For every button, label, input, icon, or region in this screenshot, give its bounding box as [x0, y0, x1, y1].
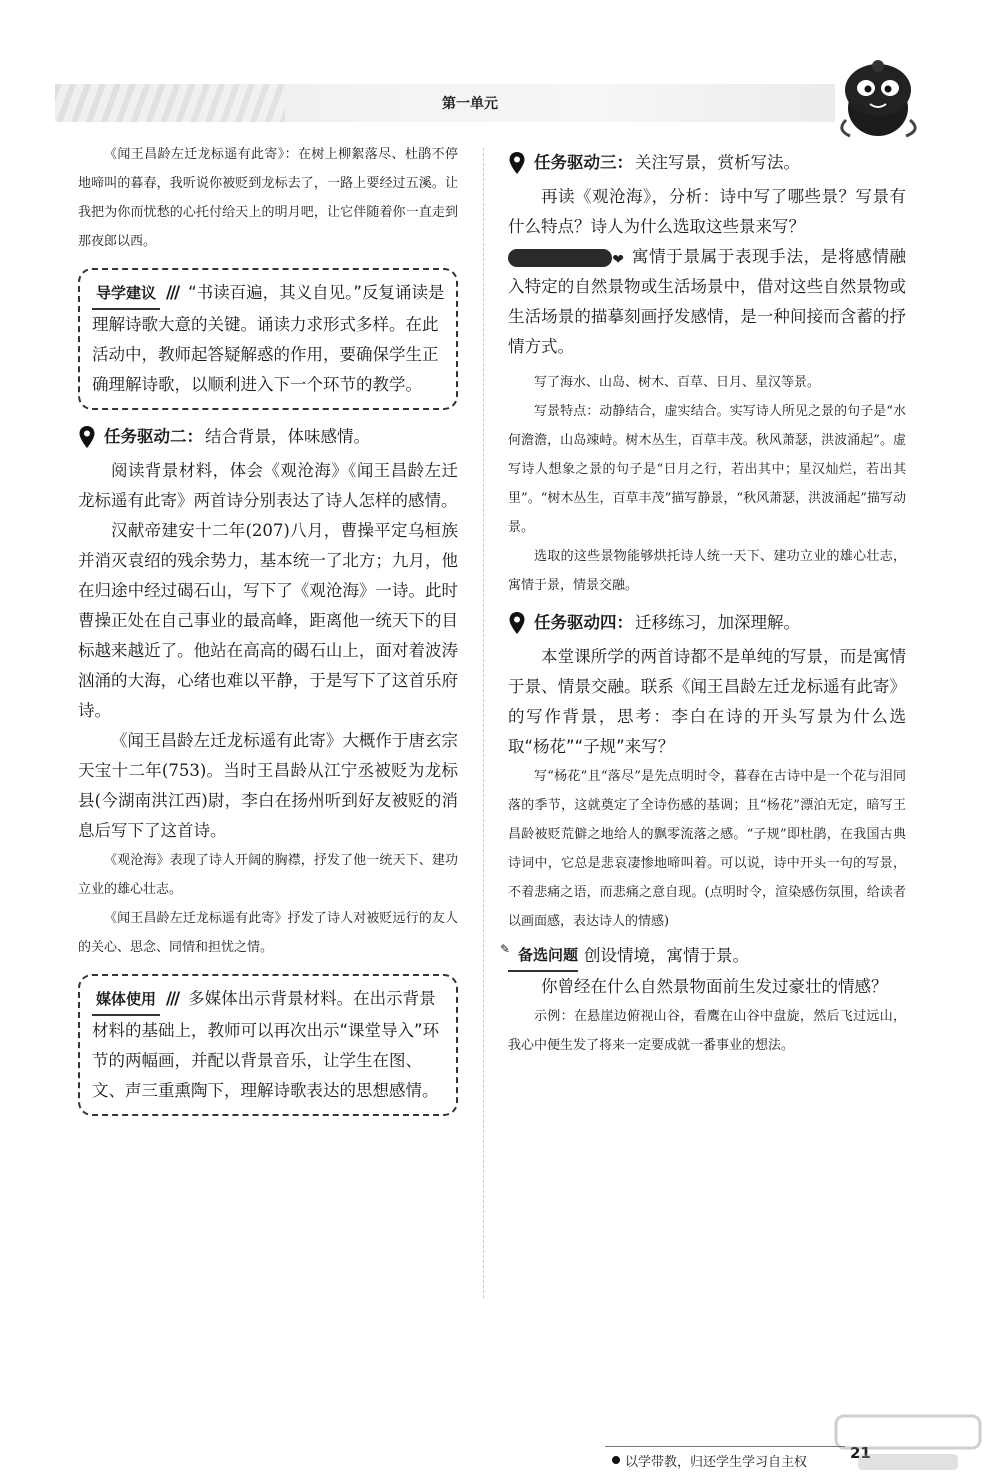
footer-slogan: 以学带教，归还学生学习自主权 [625, 1455, 808, 1470]
answer-text: 《观沧海》表现了诗人开阔的胸襟，抒发了他一统天下、建功立业的雄心壮志。 [78, 853, 458, 897]
concept-badge [508, 249, 624, 268]
column-divider [483, 148, 484, 1298]
right-column [500, 148, 906, 1060]
alternative-question-heading [500, 940, 906, 972]
answer-text: 选取的这些景物能够烘托诗人统一天下、建功立业的雄心壮志，寓情于景，情景交融。 [508, 549, 906, 593]
task-three-heading [508, 148, 906, 178]
background-material: 《闻王昌龄左迁龙标遥有此寄》大概作于唐玄宗天宝十二年(753)。当时王昌龄从江宁丞被贬为龙标县(今湖南洪江西)尉，李白在扬州听到好友被贬的消息后写下了这首诗。 [78, 731, 458, 840]
location-pin-icon [508, 151, 526, 175]
task-subtitle: 关注写景，赏析写法。 [635, 153, 800, 172]
left-column [78, 140, 458, 1128]
task-subtitle: 迁移练习，加深理解。 [635, 613, 800, 632]
concept-note [508, 242, 906, 362]
answer-text: 《闻王昌龄左迁龙标遥有此寄》抒发了诗人对被贬远行的友人的关心、思念、同情和担忧之情。 [78, 911, 458, 955]
location-pin-icon [508, 611, 526, 635]
tip-text: “书读百遍，其义自见。”反复诵读是理解诗歌大意的关键。诵读力求形式多样。在此活动中，教师起答疑解惑的作用，要确保学生正确理解诗歌，以顺利进入下一个环节的教学。 [92, 283, 445, 394]
background-material: 汉献帝建安十二年(207)八月，曹操平定乌桓族并消灭袁绍的残余势力，基本统一了北方；九月，他在归途中经过碣石山，写下了《观沧海》一诗。此时曹操正处在自己事业的最高峰，距离他一统天下的目标越来越近了。他站在高高的碣石山上，面对着波涛汹涌的大海，心绪也难以平静，于是写下了这首乐府诗。 [78, 521, 458, 720]
alt-question: 你曾经在什么自然景物面前生发过豪壮的情感？ [541, 977, 888, 996]
task-four-heading [508, 608, 906, 638]
feather-icon: ✎ [500, 942, 511, 956]
unit-title: 第一单元 [442, 96, 498, 112]
tip-label: 媒体使用 [92, 984, 160, 1016]
header-stripes [55, 84, 285, 122]
heart-icon: ❤ [612, 251, 624, 268]
task-title: 任务驱动四： [534, 613, 633, 632]
task-question: 阅读背景材料，体会《观沧海》《闻王昌龄左迁龙标遥有此寄》两首诗分别表达了诗人怎样的感情。 [78, 461, 458, 510]
task-question: 本堂课所学的两首诗都不是单纯的写景，而是寓情于景、情景交融。联系《闻王昌龄左迁龙标遥有此寄》的写作背景，思考：李白在诗的开头写景为什么选取“杨花”“子规”来写？ [508, 647, 906, 756]
tip-label: 导学建议 [92, 278, 160, 310]
guide-suggestion-box [78, 268, 458, 410]
alt-label-text: 备选问题 [518, 946, 579, 964]
bullet-icon [612, 1456, 620, 1464]
media-use-box [78, 974, 458, 1116]
mascot-icon [832, 50, 924, 145]
alt-label [500, 940, 579, 972]
answer-text: 写“杨花”且“落尽”是先点明时令，暮春在古诗中是一个花与泪同落的季节，这就奠定了全诗伤感的基调；且“杨花”漂泊无定，暗写王昌龄被贬荒僻之地给人的飘零流落之感。“子规”即杜鹃，在我国古典诗词中，它总是悲哀凄惨地啼叫着。可以说，诗中开头一句的写景，不着悲痛之语，而悲痛之意自现。(点明时令，渲染感伤氛围，给读者以画面感，表达诗人的情感) [508, 769, 906, 929]
slash-icon: /// [166, 989, 179, 1008]
alt-subtitle: 创设情境，寓情于景。 [584, 946, 750, 965]
page-number: 21 [850, 1444, 871, 1462]
task-question: 再读《观沧海》，分析：诗中写了哪些景？写景有什么特点？诗人为什么选取这些景来写？ [508, 187, 906, 236]
poem-translation: 《闻王昌龄左迁龙标遥有此寄》：在树上柳絮落尽、杜鹃不停地啼叫的暮春，我听说你被贬到龙标去了，一路上要经过五溪。让我把为你而忧愁的心托付给天上的明月吧，让它伴随着你一直走到那夜郎以西。 [78, 147, 458, 249]
task-two-heading [78, 422, 458, 452]
task-title: 任务驱动二： [104, 427, 203, 446]
watermark-logo-icon [828, 1408, 988, 1478]
tip-text: 多媒体出示背景材料。在出示背景材料的基础上，教师可以再次出示“课堂导入”环节的两幅画，并配以背景音乐，让学生在图、文、声三重熏陶下，理解诗歌表达的思想感情。 [92, 989, 440, 1100]
answer-text: 写景特点：动静结合，虚实结合。实写诗人所见之景的句子是“水何澹澹，山岛竦峙。树木丛生，百草丰茂。秋风萧瑟，洪波涌起”。虚写诗人想象之景的句子是“日月之行，若出其中；星汉灿烂，若出其里”。“树木丛生，百草丰茂”描写静景，“秋风萧瑟，洪波涌起”描写动景。 [508, 404, 906, 535]
slash-icon: /// [166, 283, 179, 302]
task-title: 任务驱动三： [534, 153, 633, 172]
concept-text: 寓情于景属于表现手法，是将感情融入特定的自然景物或生活场景中，借对这些自然景物或生活场景的描摹刻画抒发感情，是一种间接而含蓄的抒情方式。 [508, 247, 906, 356]
answer-text: 写了海水、山岛、树木、百草、日月、星汉等景。 [534, 375, 821, 390]
task-subtitle: 结合背景，体味感情。 [205, 427, 370, 446]
location-pin-icon [78, 425, 96, 449]
alt-answer: 示例：在悬崖边俯视山谷，看鹰在山谷中盘旋，然后飞过远山，我心中便生发了将来一定要成就一番事业的想法。 [508, 1009, 906, 1053]
